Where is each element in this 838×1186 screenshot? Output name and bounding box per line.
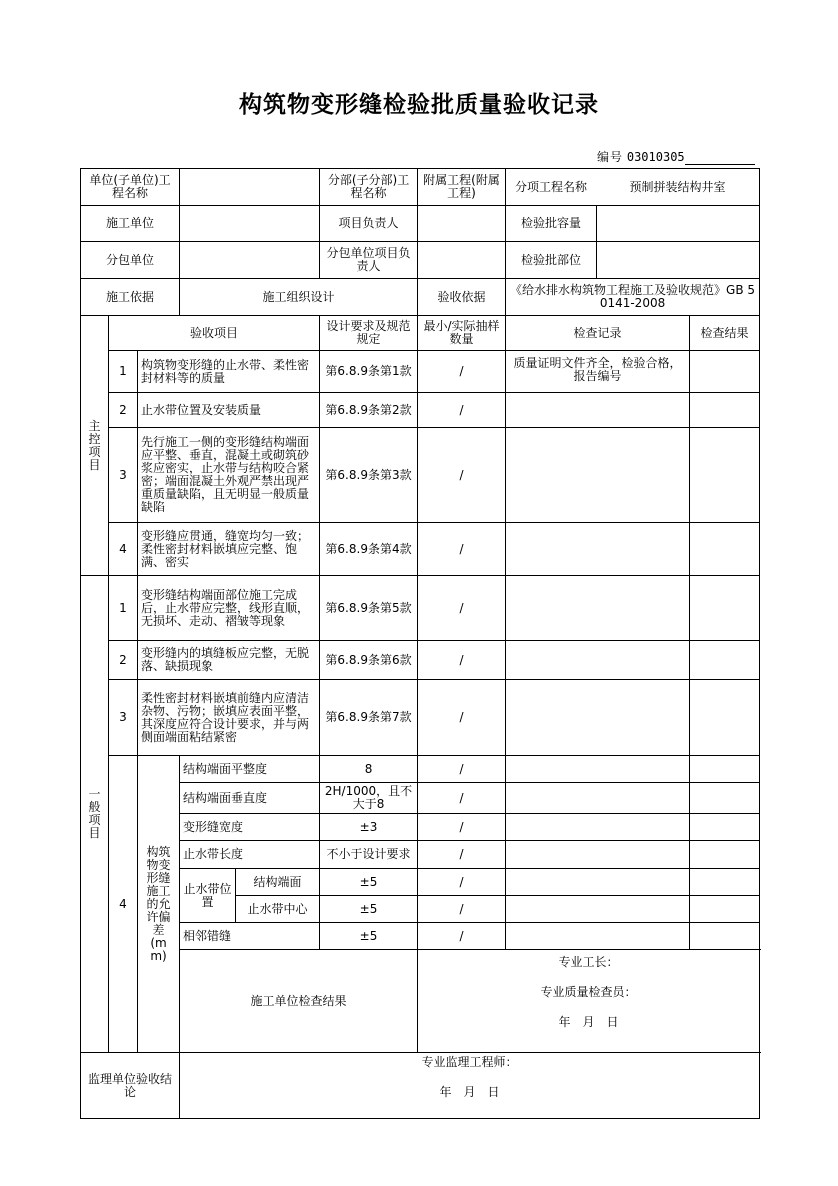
deviation-requirement: 2H/1000，且不大于8 <box>320 783 418 814</box>
deviation-row <box>81 756 760 783</box>
general-item-record[interactable] <box>506 576 690 641</box>
sub-project-manager-value[interactable] <box>418 242 506 279</box>
constructor-value[interactable] <box>180 206 320 242</box>
deviation-name: 相邻错缝 <box>180 923 320 950</box>
deviation-record[interactable] <box>506 896 690 923</box>
column-header-requirement: 设计要求及规范规定 <box>320 316 418 351</box>
deviation-record[interactable] <box>506 783 690 814</box>
deviation-name: 结构端面平整度 <box>180 756 320 783</box>
main-item-row <box>81 523 760 576</box>
main-item-record[interactable] <box>506 428 690 523</box>
construction-basis-value[interactable]: 施工组织设计 <box>180 279 418 316</box>
subcontractor-label: 分包单位 <box>81 242 180 279</box>
general-item-number: 2 <box>109 641 138 680</box>
deviation-requirement: ±3 <box>320 814 418 841</box>
deviation-sampling[interactable]: / <box>418 756 506 783</box>
deviation-name: 止水带长度 <box>180 841 320 869</box>
main-item-row <box>81 428 760 523</box>
deviation-name: 变形缝宽度 <box>180 814 320 841</box>
general-item-result[interactable] <box>690 641 760 680</box>
column-header-row <box>81 316 760 351</box>
document-number <box>597 148 755 165</box>
deviation-row <box>81 783 760 814</box>
general-item-row <box>81 576 760 641</box>
main-item-sampling[interactable]: / <box>418 393 506 428</box>
general-item-row <box>81 680 760 756</box>
batch-capacity-value[interactable] <box>596 206 759 241</box>
batch-part-label: 检验批部位 <box>521 252 582 267</box>
general-item-record[interactable] <box>506 641 690 680</box>
general-item-requirement: 第6.8.9条第6款 <box>320 641 418 680</box>
sub-item-name-value[interactable]: 预制拼装结构井室 <box>629 179 726 194</box>
main-item-description: 先行施工一侧的变形缝结构端面应平整、垂直，混凝土或砌筑砂浆应密实，止水带与结构咬合紧密；端面混凝土外观严禁出现严重质量缺陷，且无明显一般质量缺陷 <box>138 428 320 523</box>
deviation-label: 构筑物变形缝施工的允许偏差(mm) <box>138 756 180 1053</box>
column-header-item: 验收项目 <box>109 316 320 351</box>
deviation-row <box>81 869 760 896</box>
main-item-sampling[interactable]: / <box>418 351 506 393</box>
general-item-result[interactable] <box>690 576 760 641</box>
header-row-2 <box>81 206 760 242</box>
main-item-record[interactable] <box>506 523 690 576</box>
main-item-requirement: 第6.8.9条第1款 <box>320 351 418 393</box>
main-item-number: 1 <box>109 351 138 393</box>
main-item-record[interactable]: 质量证明文件齐全，检验合格，报告编号 <box>506 351 690 393</box>
division-name-label: 分部(子分部)工程名称 <box>320 169 418 206</box>
general-items-label: 一般项目 <box>81 576 109 1053</box>
foreman-signature[interactable]: 专业工长： <box>558 955 619 969</box>
main-item-description: 止水带位置及安装质量 <box>138 393 320 428</box>
general-item-description: 变形缝内的填缝板应完整，无脱落、缺损现象 <box>138 641 320 680</box>
general-item-description: 柔性密封材料嵌填前缝内应清洁杂物、污物；嵌填应表面平整，其深度应符合设计要求，并与两侧面端面粘结紧密 <box>138 680 320 756</box>
deviation-record[interactable] <box>506 841 690 869</box>
deviation-name: 结构端面 <box>236 869 320 896</box>
main-item-result[interactable] <box>690 428 760 523</box>
deviation-result[interactable] <box>690 896 760 923</box>
deviation-sampling[interactable]: / <box>418 896 506 923</box>
deviation-result[interactable] <box>690 814 760 841</box>
document-number-label: 编号 <box>597 150 624 164</box>
main-item-requirement: 第6.8.9条第4款 <box>320 523 418 576</box>
main-item-row <box>81 393 760 428</box>
general-item-requirement: 第6.8.9条第5款 <box>320 576 418 641</box>
construction-date[interactable]: 年 月 日 <box>558 1015 619 1029</box>
deviation-name: 结构端面垂直度 <box>180 783 320 814</box>
deviation-sampling[interactable]: / <box>418 814 506 841</box>
main-item-requirement: 第6.8.9条第2款 <box>320 393 418 428</box>
deviation-result[interactable] <box>690 841 760 869</box>
deviation-name: 止水带中心 <box>236 896 320 923</box>
main-item-row <box>81 351 760 393</box>
acceptance-basis-label: 验收依据 <box>418 279 506 316</box>
sub-item-cell <box>506 169 760 206</box>
header-row-1 <box>81 169 760 206</box>
subcontractor-value[interactable] <box>180 242 320 279</box>
column-header-result: 检查结果 <box>690 316 760 351</box>
main-item-sampling[interactable]: / <box>418 428 506 523</box>
main-item-number: 3 <box>109 428 138 523</box>
sub-item-name-label: 分项工程名称 <box>515 179 588 194</box>
construction-result-label: 施工单位检查结果 <box>180 950 418 1053</box>
supervision-conclusion-row <box>81 1053 760 1119</box>
general-item-sampling[interactable]: / <box>418 680 506 756</box>
deviation-row <box>81 841 760 869</box>
general-item-sampling[interactable]: / <box>418 576 506 641</box>
supervision-conclusion-label: 监理单位验收结论 <box>81 1053 180 1119</box>
document-title: 构筑物变形缝检验批质量验收记录 <box>239 92 599 118</box>
attached-project-label: 附属工程(附属工程) <box>418 169 506 206</box>
deviation-requirement: 8 <box>320 756 418 783</box>
main-item-requirement: 第6.8.9条第3款 <box>320 428 418 523</box>
supervision-signoff <box>180 1053 760 1119</box>
general-item-requirement: 第6.8.9条第7款 <box>320 680 418 756</box>
batch-part-value[interactable] <box>596 242 759 278</box>
general-item-number: 3 <box>109 680 138 756</box>
acceptance-basis-value[interactable]: 《给水排水构筑物工程施工及验收规范》GB 50141-2008 <box>506 279 760 316</box>
column-header-record: 检查记录 <box>506 316 690 351</box>
document-number-underline <box>685 152 755 165</box>
deviation-result[interactable] <box>690 783 760 814</box>
batch-capacity-label: 检验批容量 <box>521 216 582 230</box>
deviation-record[interactable] <box>506 923 690 950</box>
deviation-record[interactable] <box>506 869 690 896</box>
main-control-items-label: 主控项目 <box>81 316 109 576</box>
deviation-sampling[interactable]: / <box>418 783 506 814</box>
construction-result-row <box>81 950 760 1053</box>
main-item-result[interactable] <box>690 393 760 428</box>
main-item-number: 4 <box>109 523 138 576</box>
general-item-result[interactable] <box>690 680 760 756</box>
deviation-requirement: ±5 <box>320 896 418 923</box>
project-manager-label: 项目负责人 <box>320 206 418 242</box>
constructor-label: 施工单位 <box>81 206 180 242</box>
deviation-result[interactable] <box>690 923 760 950</box>
unit-name-value[interactable] <box>180 169 320 206</box>
deviation-sampling[interactable]: / <box>418 841 506 869</box>
main-item-description: 变形缝应贯通，缝宽均匀一致；柔性密封材料嵌填应完整、饱满、密实 <box>138 523 320 576</box>
deviation-record[interactable] <box>506 756 690 783</box>
construction-signoff <box>418 950 760 1053</box>
deviation-result[interactable] <box>690 869 760 896</box>
deviation-requirement: ±5 <box>320 869 418 896</box>
deviation-requirement: ±5 <box>320 923 418 950</box>
quality-inspector-signature[interactable]: 专业质量检查员： <box>540 985 637 999</box>
general-item-record[interactable] <box>506 680 690 756</box>
general-item-row <box>81 641 760 680</box>
waterstop-position-label: 止水带位置 <box>180 869 236 923</box>
batch-part-cell <box>506 242 760 279</box>
main-item-description: 构筑物变形缝的止水带、柔性密封材料等的质量 <box>138 351 320 393</box>
deviation-item-number: 4 <box>109 756 138 1053</box>
deviation-row <box>81 923 760 950</box>
deviation-sampling[interactable]: / <box>418 923 506 950</box>
column-header-sampling: 最小/实际抽样数量 <box>418 316 506 351</box>
deviation-result[interactable] <box>690 756 760 783</box>
deviation-sampling[interactable]: / <box>418 869 506 896</box>
document-number-value: 03010305 <box>626 150 685 164</box>
deviation-row <box>81 814 760 841</box>
unit-name-label: 单位(子单位)工程名称 <box>81 169 180 206</box>
general-item-description: 变形缝结构端面部位施工完成后，止水带应完整，线形直顺，无损坏、走动、褶皱等现象 <box>138 576 320 641</box>
construction-basis-label: 施工依据 <box>81 279 180 316</box>
main-item-record[interactable] <box>506 393 690 428</box>
main-item-sampling[interactable]: / <box>418 523 506 576</box>
main-item-result[interactable] <box>690 523 760 576</box>
supervision-date[interactable]: 年 月 日 <box>439 1084 500 1099</box>
general-item-sampling[interactable]: / <box>418 641 506 680</box>
batch-capacity-cell <box>506 206 760 242</box>
deviation-record[interactable] <box>506 814 690 841</box>
general-item-number: 1 <box>109 576 138 641</box>
supervisor-signature[interactable]: 专业监理工程师： <box>421 1054 518 1069</box>
project-manager-value[interactable] <box>418 206 506 242</box>
record-table <box>80 168 760 1119</box>
deviation-requirement: 不小于设计要求 <box>320 841 418 869</box>
header-row-4 <box>81 279 760 316</box>
main-item-result[interactable] <box>690 351 760 393</box>
sub-project-manager-label: 分包单位项目负责人 <box>320 242 418 279</box>
header-row-3 <box>81 242 760 279</box>
main-item-number: 2 <box>109 393 138 428</box>
